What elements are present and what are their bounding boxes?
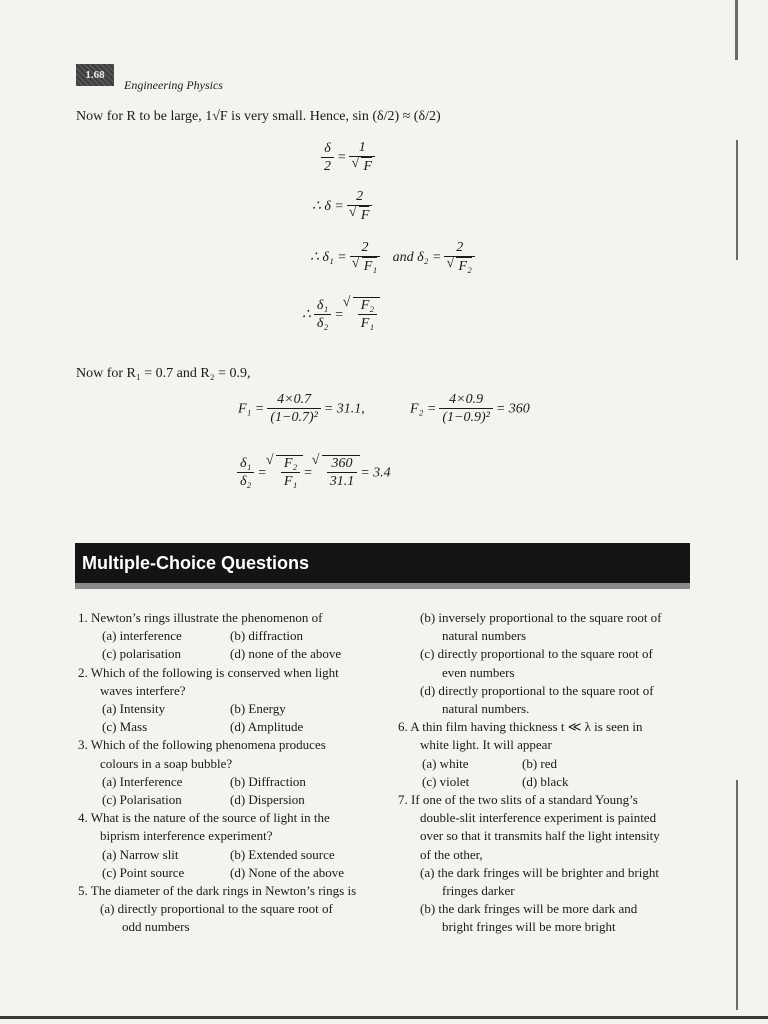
equation-4 bbox=[302, 297, 380, 333]
q6-option-a: (a) white bbox=[422, 755, 469, 771]
eq1-lhs-den: 2 bbox=[321, 157, 334, 176]
q2-option-b: (b) Energy bbox=[230, 701, 286, 717]
eq1-lhs-num: δ bbox=[324, 140, 331, 156]
q2-option-c: (c) Mass bbox=[102, 719, 148, 735]
ratio-result: = 3.4 bbox=[360, 465, 391, 481]
eq2-lhs: ∴ δ = bbox=[312, 199, 344, 215]
q7-option-b-cont: bright fringes will be more bright bbox=[442, 919, 616, 935]
q6-option-c: (c) violet bbox=[422, 773, 470, 789]
q4-option-a: (a) Narrow slit bbox=[102, 846, 179, 862]
q5-option-a-cont: odd numbers bbox=[122, 919, 190, 935]
left-column bbox=[78, 609, 388, 937]
scan-edge-mark-top bbox=[735, 0, 738, 60]
f2-num: 4×0.9 bbox=[449, 392, 484, 407]
q1-option-a: (a) interference bbox=[102, 628, 182, 644]
section-title: Multiple-Choice Questions bbox=[82, 553, 310, 573]
scan-bottom-line bbox=[0, 1016, 768, 1019]
q7-option-a: (a) the dark fringes will be brighter and bright bbox=[420, 864, 659, 880]
question-2: 2. Which of the following is conserved when light bbox=[78, 664, 339, 680]
equation-1 bbox=[318, 140, 378, 176]
eq4-rnum: √ F₂ bbox=[360, 298, 375, 313]
ratio-equation bbox=[234, 455, 391, 491]
right-column bbox=[398, 609, 698, 937]
question-1: 1. Newton’s rings illustrate the phenomenon of bbox=[78, 610, 323, 625]
ratio-vnum: √ 360 bbox=[331, 456, 353, 471]
f1-equation bbox=[238, 392, 365, 427]
q7-option-b: (b) the dark fringes will be more dark and bbox=[420, 901, 638, 917]
eq4-den: δ₂ bbox=[314, 314, 331, 333]
q4-option-d: (d) None of the above bbox=[230, 864, 345, 880]
running-title: Engineering Physics bbox=[124, 78, 223, 92]
eq4-rden: F₁ bbox=[358, 314, 377, 333]
q3-option-a: (a) Interference bbox=[102, 773, 183, 789]
q1-option-d: (d) none of the above bbox=[230, 646, 342, 662]
question-6-options bbox=[398, 755, 698, 791]
equation-2 bbox=[312, 189, 375, 225]
eq1-equals: = bbox=[337, 150, 347, 166]
eq3-num2: 2 bbox=[456, 240, 464, 255]
question-3-options bbox=[78, 773, 388, 809]
eq1-rhs-den: √ F bbox=[361, 157, 372, 176]
q3-option-c: (c) Polarisation bbox=[102, 792, 182, 808]
ratio-eq1: = bbox=[257, 465, 267, 481]
q5-option-b-cont: natural numbers bbox=[442, 628, 527, 644]
question-3-cont: colours in a soap bubble? bbox=[100, 755, 233, 771]
eq3-den2: √ F₂ bbox=[456, 257, 471, 276]
question-2-cont: waves interfere? bbox=[100, 682, 186, 698]
q5-option-b: (b) inversely proportional to the square root of bbox=[420, 610, 662, 625]
f2-equation bbox=[410, 392, 530, 427]
question-7-cont-3: of the other, bbox=[420, 846, 483, 862]
question-6-cont: white light. It will appear bbox=[420, 737, 552, 753]
question-4-cont: biprism interference experiment? bbox=[100, 828, 273, 844]
question-2-options bbox=[78, 700, 388, 736]
question-5: 5. The diameter of the dark rings in Newton’s rings is bbox=[78, 883, 357, 899]
f2-rhs: = 360 bbox=[495, 401, 530, 417]
f1-rhs: = 31.1, bbox=[323, 401, 365, 417]
q6-option-d: (d) black bbox=[522, 773, 569, 789]
question-6: 6. A thin film having thickness t ≪ λ is seen in bbox=[398, 719, 643, 735]
q1-option-c: (c) polarisation bbox=[102, 646, 182, 662]
question-1-options bbox=[78, 627, 388, 663]
eq1-rhs-num: 1 bbox=[358, 140, 366, 155]
f1-den: (1−0.7)² bbox=[267, 408, 320, 427]
eq2-num: 2 bbox=[356, 189, 364, 204]
question-4-options bbox=[78, 846, 388, 882]
q4-option-b: (b) Extended source bbox=[230, 846, 335, 862]
ratio-vden: 31.1 bbox=[327, 472, 358, 491]
eq3-num: 2 bbox=[361, 240, 369, 255]
f1-num: 4×0.7 bbox=[277, 392, 312, 407]
eq4-num: δ₁ bbox=[316, 298, 329, 313]
q5-option-d: (d) directly proportional to the square root of bbox=[420, 682, 654, 698]
values-line: Now for R₁ = 0.7 and R₂ = 0.9, bbox=[76, 366, 251, 381]
question-3: 3. Which of the following phenomena produces bbox=[78, 737, 326, 753]
eq3-lhs: ∴ δ₁ = bbox=[310, 250, 347, 266]
ratio-den: δ₂ bbox=[237, 472, 254, 491]
q2-option-a: (a) Intensity bbox=[102, 701, 166, 717]
f2-den: (1−0.9)² bbox=[439, 408, 492, 427]
q5-option-a: (a) directly proportional to the square root of bbox=[100, 901, 333, 917]
equation-3 bbox=[310, 240, 478, 276]
q6-option-b: (b) red bbox=[522, 755, 558, 771]
q5-option-c-cont: even numbers bbox=[442, 664, 515, 680]
ratio-rnum: √ F₂ bbox=[283, 456, 298, 471]
question-7-cont-2: over so that it transmits half the light intensity bbox=[420, 828, 660, 844]
question-7-cont-1: double-slit interference experiment is painted bbox=[420, 810, 657, 826]
page-number-badge: 1.68 bbox=[76, 64, 114, 86]
q7-option-a-cont: fringes darker bbox=[442, 883, 515, 899]
intro-line: Now for R to be large, 1√F is very small. Hence, sin (δ/2) ≈ (δ/2) bbox=[76, 109, 441, 124]
q5-option-d-cont: natural numbers. bbox=[442, 701, 530, 717]
q3-option-b: (b) Diffraction bbox=[230, 773, 306, 789]
ratio-num: δ₁ bbox=[240, 456, 252, 471]
f2-lhs: F₂ = bbox=[410, 401, 437, 417]
ratio-rden: F₁ bbox=[281, 472, 300, 491]
eq4-equals: = bbox=[334, 307, 344, 323]
q4-option-c: (c) Point source bbox=[102, 864, 185, 880]
eq3-mid: and δ₂ = bbox=[392, 250, 442, 266]
question-7: 7. If one of the two slits of a standard Young’s bbox=[398, 792, 638, 808]
q1-option-b: (b) diffraction bbox=[230, 628, 304, 644]
scan-edge-mark-mid bbox=[736, 140, 738, 260]
eq4-lhs: ∴ bbox=[302, 307, 311, 323]
eq2-den: √ F bbox=[359, 206, 370, 225]
q5-option-c: (c) directly proportional to the square root of bbox=[420, 646, 653, 662]
question-4: 4. What is the nature of the source of light in the bbox=[78, 810, 330, 826]
ratio-eq2: = bbox=[303, 465, 313, 481]
q3-option-d: (d) Dispersion bbox=[230, 792, 305, 808]
q2-option-d: (d) Amplitude bbox=[230, 719, 304, 735]
scan-edge-mark-bottom bbox=[736, 780, 738, 1010]
eq3-den: √ F₁ bbox=[362, 257, 377, 276]
f1-lhs: F₁ = bbox=[238, 401, 265, 417]
